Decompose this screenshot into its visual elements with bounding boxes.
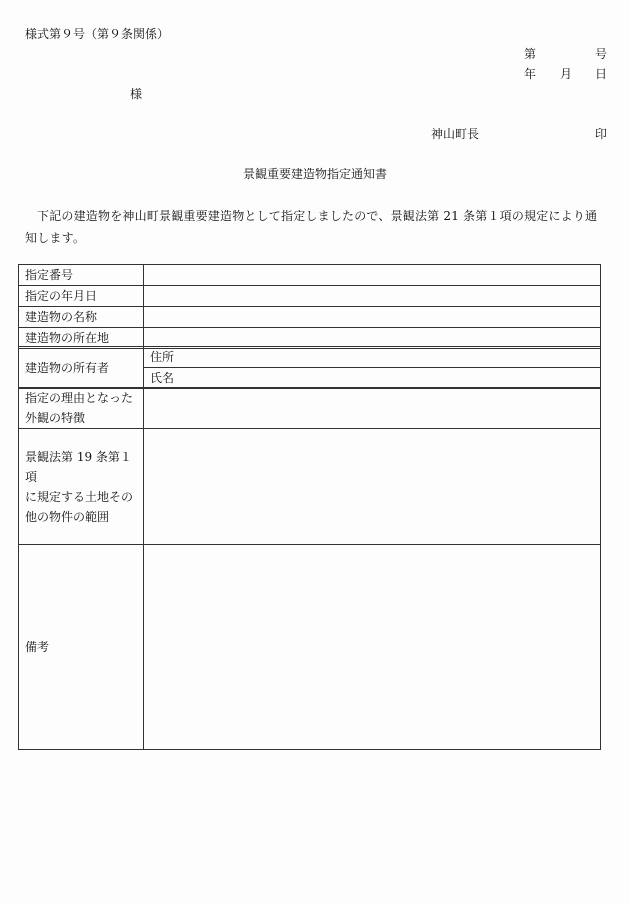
number-label-go: 号	[595, 47, 608, 61]
label-scope-line1: 景観法第 19 条第１項	[25, 449, 132, 484]
label-designation-number: 指定番号	[19, 265, 144, 286]
number-label-dai: 第	[524, 47, 537, 61]
field-remarks[interactable]	[144, 545, 601, 750]
label-reason	[19, 388, 144, 429]
label-building-name: 建造物の名称	[19, 307, 144, 328]
addressee-suffix: 様	[130, 87, 143, 101]
label-building-location: 建造物の所在地	[19, 328, 144, 349]
owner-table	[18, 346, 601, 389]
field-designation-date[interactable]	[144, 286, 601, 307]
seal-mark: 印	[595, 127, 608, 141]
label-scope-line2: に規定する土地その	[25, 489, 134, 504]
label-owner-address: 住所	[144, 347, 601, 368]
label-owner-name: 氏名	[144, 368, 601, 389]
date-year-label: 年	[524, 67, 537, 81]
date-month-label: 月	[560, 67, 573, 81]
field-reason[interactable]	[144, 388, 601, 429]
label-scope-line3: 他の物件の範囲	[25, 509, 110, 524]
label-reason-line2: 外観の特徴	[25, 411, 86, 425]
label-owner: 建造物の所有者	[19, 347, 144, 389]
label-reason-line1: 指定の理由となった	[25, 391, 134, 405]
details-table	[18, 387, 601, 750]
issuer-title: 神山町長	[431, 127, 480, 141]
field-scope[interactable]	[144, 429, 601, 545]
label-designation-date: 指定の年月日	[19, 286, 144, 307]
body-text: 下記の建造物を神山町景観重要建造物として指定しましたので、景観法第 21 条第１項の規定により通知します。	[25, 209, 598, 245]
field-building-name[interactable]	[144, 307, 601, 328]
field-designation-number[interactable]	[144, 265, 601, 286]
label-scope	[19, 429, 144, 545]
date-day-label: 日	[595, 67, 608, 81]
designation-table	[18, 264, 601, 349]
form-number: 様式第９号（第９条関係）	[25, 27, 170, 41]
label-remarks: 備考	[19, 545, 144, 750]
document-title: 景観重要建造物指定通知書	[242, 167, 387, 181]
